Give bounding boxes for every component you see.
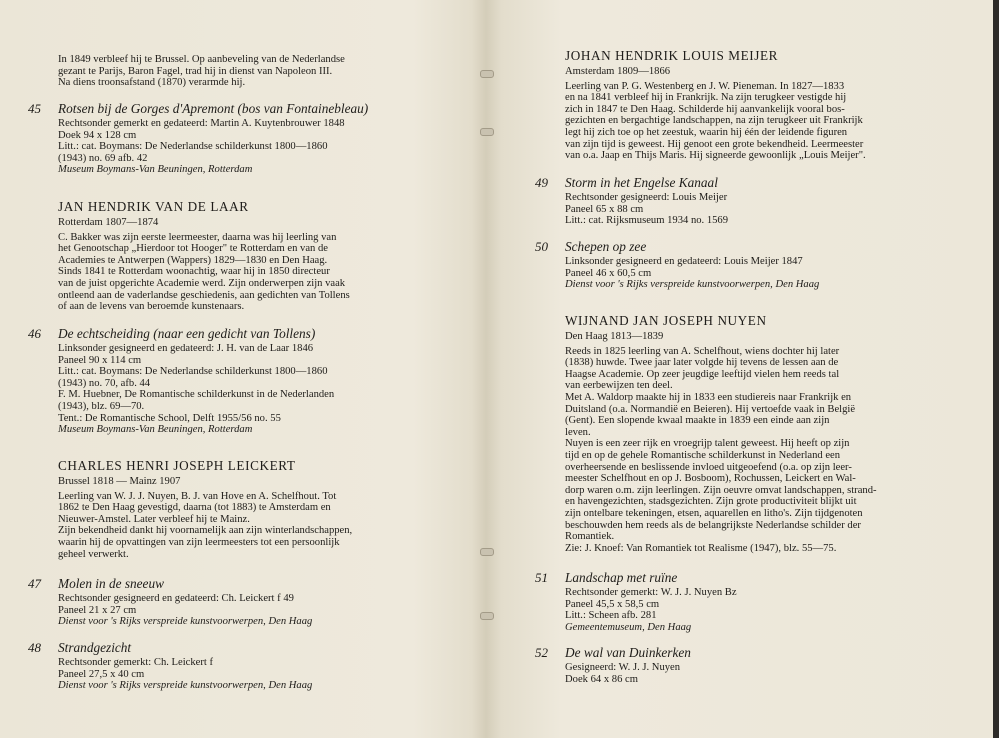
text-line: Na diens troonsafstand (1870) verarmde hij. [58,77,246,89]
text-line: Rechtsonder gesigneerd en gedateerd: Ch. Leickert f 49 [58,593,294,604]
text-line: Nieuwer-Amstel. Later verbleef hij te Mainz. [58,513,250,525]
text-line: Zie: J. Knoef: Van Romantiek tot Realisme (1947), blz. 55—75. [565,542,837,554]
text-line: Paneel 90 x 114 cm [58,354,142,366]
text-line: waarin hij de opvattingen van zijn leermeesters tot een persoonlijk [58,536,340,548]
entry-location: Dienst voor 's Rijks verspreide kunstvoorwerpen, Den Haag [58,616,313,628]
text-line: (1943), blz. 69—70. [58,400,145,412]
text-line: Litt.: cat. Boymans: De Nederlandse schilderkunst 1800—1860 [58,366,328,378]
text-line: (1838) huwde. Twee jaar later volgde hij tevens de lessen aan de [565,357,839,369]
catalog-entry-48 [28,640,413,692]
entry-location: Dienst voor 's Rijks verspreide kunstvoorwerpen, Den Haag [58,680,313,692]
catalog-entry-50 [535,239,935,291]
text-line: Paneel 46 x 60,5 cm [565,267,652,279]
text-line: leven. [565,426,591,438]
artist-dates: Rotterdam 1807—1874 [58,217,159,228]
text-line: of aan de levens van beroemde kunstenaars. [58,301,245,313]
catalog-entry-45 [28,101,413,176]
text-line: dorp waren o.m. zijn leerlingen. Zijn oeuvre omvat landschappen, strand- [565,484,877,496]
binding-staple [480,70,494,78]
text-line: Rechtsonder gesigneerd: Louis Meijer [565,192,728,203]
entry-location: Museum Boymans-Van Beuningen, Rotterdam [58,424,253,436]
text-line: Sinds 1841 te Rotterdam woonachtig, waar hij in 1850 directeur [58,266,330,278]
text-line: (Gent). Een slopende kwaal maakte in 1839 een einde aan zijn [565,415,830,427]
binding-staple [480,128,494,136]
left-page [0,0,486,738]
text-line: Litt.: Scheen afb. 281 [565,610,657,622]
entry-location: Gemeentemuseum, Den Haag [565,621,692,633]
text-line: Linksonder gesigneerd en gedateerd: Louis Meijer 1847 [565,256,803,267]
text-line: gezant te Parijs, Baron Fagel, trad hij in dienst van Napoleon III. [58,65,333,77]
text-line: Leerling van W. J. J. Nuyen, B. J. van Hove en A. Schelfhout. Tot [58,490,337,502]
text-line: (1943) no. 70, afb. 44 [58,377,151,389]
entry-number: 51 [535,570,548,585]
text-line: van zijn tijd is geweest. Hij genoot een grote bekendheid. Leermeester [565,138,864,150]
entry-number: 49 [535,175,548,190]
entry-number: 46 [28,326,41,341]
text-line: gezichten en bergachtige landschappen, na zijn terugkeer uit Frankrijk [565,115,863,127]
text-line: geheel verwerkt. [58,548,129,560]
text-line: en na 1841 verbleef hij in Frankrijk. Na zijn terugkeer vestigde hij [565,92,847,104]
entry-title: Molen in de sneeuw [58,576,164,591]
text-line: Paneel 65 x 88 cm [565,203,644,215]
text-line: overheersende en beslissende invloed uitgeoefend (o.a. op zijn leer- [565,461,852,473]
entry-number: 48 [28,640,41,655]
text-line: van eerbewijzen ten deel. [565,380,673,392]
artist-section-meijer [565,48,935,162]
text-line: Haagse Academie. Op zeer jeugdige leeftijd vielen hem reeds tal [565,368,840,380]
text-line: Rechtsonder gemerkt: W. J. J. Nuyen Bz [565,587,737,598]
artist-section-nuyen [565,313,935,554]
text-line: Litt.: cat. Boymans: De Nederlandse schilderkunst 1800—1860 [58,141,328,153]
binding-staple [480,612,494,620]
text-line: van o.a. Jaap en Thijs Maris. Hij signeerde gewoonlijk „Louis Meijer". [565,150,866,162]
entry-title: Rotsen bij de Gorges d'Apremont (bos van Fontainebleau) [58,101,369,116]
entry-number: 52 [535,645,548,660]
catalog-entry-52 [535,645,935,685]
intro-paragraph [58,54,413,89]
text-line: Litt.: cat. Rijksmuseum 1934 no. 1569 [565,215,729,227]
entry-title: Storm in het Engelse Kanaal [565,175,718,190]
text-line: In 1849 verbleef hij te Brussel. Op aanbeveling van de Nederlandse [58,54,345,65]
entry-title: Schepen op zee [565,239,647,254]
text-line: Doek 64 x 86 cm [565,673,638,685]
text-line: Nuyen is een zeer rijk en vroegrijp talent geweest. Hij heeft op zijn [565,438,850,450]
entry-title: De wal van Duinkerken [565,645,691,660]
text-line: Leerling van P. G. Westenberg en J. W. Pieneman. In 1827—1833 [565,80,845,92]
text-line: Romantiek. [565,531,615,543]
artist-section-laar [58,199,413,313]
text-line: ontleend aan de vaderlandse geschiedenis, aan gedichten van Tollens [58,289,350,301]
artist-section-leickert [58,458,413,560]
text-line: legt hij zich toe op het zeestuk, waarin hij één der leidende figuren [565,126,848,138]
text-line: beschouwden hem reeds als de belangrijkste Nederlandse schilder der [565,519,861,531]
text-line: zich in 1847 te Den Haag. Schilderde hij aanvankelijk vooral bos- [565,103,845,115]
artist-dates: Brussel 1818 — Mainz 1907 [58,476,181,487]
catalog-entry-46 [28,326,413,436]
artist-name: JOHAN HENDRIK LOUIS MEIJER [565,48,779,63]
entry-number: 47 [28,576,41,591]
text-line: Zijn bekendheid dankt hij voornamelijk aan zijn winterlandschappen, [58,525,353,537]
artist-name: WIJNAND JAN JOSEPH NUYEN [565,313,767,328]
artist-name: CHARLES HENRI JOSEPH LEICKERT [58,458,296,473]
text-line: Rechtsonder gemerkt en gedateerd: Martin A. Kuytenbrouwer 1848 [58,118,345,129]
right-page [486,0,993,738]
binding-staple [480,548,494,556]
page-edge-shadow [993,0,999,738]
text-line: Gesigneerd: W. J. J. Nuyen [565,662,681,673]
entry-title: De echtscheiding (naar een gedicht van Tollens) [58,326,316,341]
entry-location: Museum Boymans-Van Beuningen, Rotterdam [58,164,253,176]
text-line: Doek 94 x 128 cm [58,129,137,141]
text-line: 1862 te Den Haag gevestigd, daarna (tot 1883) te Amsterdam en [58,502,331,514]
entry-number: 50 [535,239,548,254]
text-line: Paneel 45,5 x 58,5 cm [565,598,660,610]
text-line: Linksonder gesigneerd en gedateerd: J. H. van de Laar 1846 [58,343,314,354]
text-line: meester Schelfhout en op J. Bosboom), Rochussen, Leickert en Wal- [565,473,856,485]
text-line: en havengezichten, stadsgezichten. Zijn grote productiviteit blijkt uit [565,496,857,508]
artist-dates: Den Haag 1813—1839 [565,331,664,342]
entry-title: Landschap met ruïne [565,570,678,585]
catalog-entry-49 [535,175,935,227]
text-line: Rechtsonder gemerkt: Ch. Leickert f [58,657,214,668]
catalog-entry-51 [535,570,935,633]
text-line: tijd en op de gehele Romantische schilderkunst in Nederland een [565,449,841,461]
entry-number: 45 [28,101,41,116]
text-line: Duitsland (o.a. Normandië en Beieren). Hij vertoefde vaak in België [565,403,856,415]
text-line: F. M. Huebner, De Romantische schilderkunst in de Nederlanden [58,389,335,401]
text-line: van de juist opgerichte Academie werd. Zijn onderwerpen zijn vaak [58,277,346,289]
entry-title: Strandgezicht [58,640,132,655]
entry-location: Dienst voor 's Rijks verspreide kunstvoorwerpen, Den Haag [565,279,820,291]
text-line: Academies te Antwerpen (Wappers) 1829—1830 en Den Haag. [58,254,328,266]
catalog-entry-47 [28,576,413,628]
artist-name: JAN HENDRIK VAN DE LAAR [58,199,249,214]
text-line: (1943) no. 69 afb. 42 [58,152,148,164]
text-line: zijn ontelbare tekeningen, etsen, aquarellen en litho's. Zijn tijdgenoten [565,507,863,519]
text-line: Paneel 27,5 x 40 cm [58,668,145,680]
text-line: Met A. Waldorp maakte hij in 1833 een studiereis naar Frankrijk en [565,391,852,403]
text-line: het Genootschap „Hierdoor tot Hooger" te Rotterdam en van de [58,243,328,255]
text-line: Reeds in 1825 leerling van A. Schelfhout, wiens dochter hij later [565,345,840,357]
text-line: C. Bakker was zijn eerste leermeester, daarna was hij leerling van [58,231,337,243]
artist-dates: Amsterdam 1809—1866 [565,66,671,77]
text-line: Paneel 21 x 27 cm [58,604,137,616]
text-line: Tent.: De Romantische School, Delft 1955/56 no. 55 [58,412,281,424]
